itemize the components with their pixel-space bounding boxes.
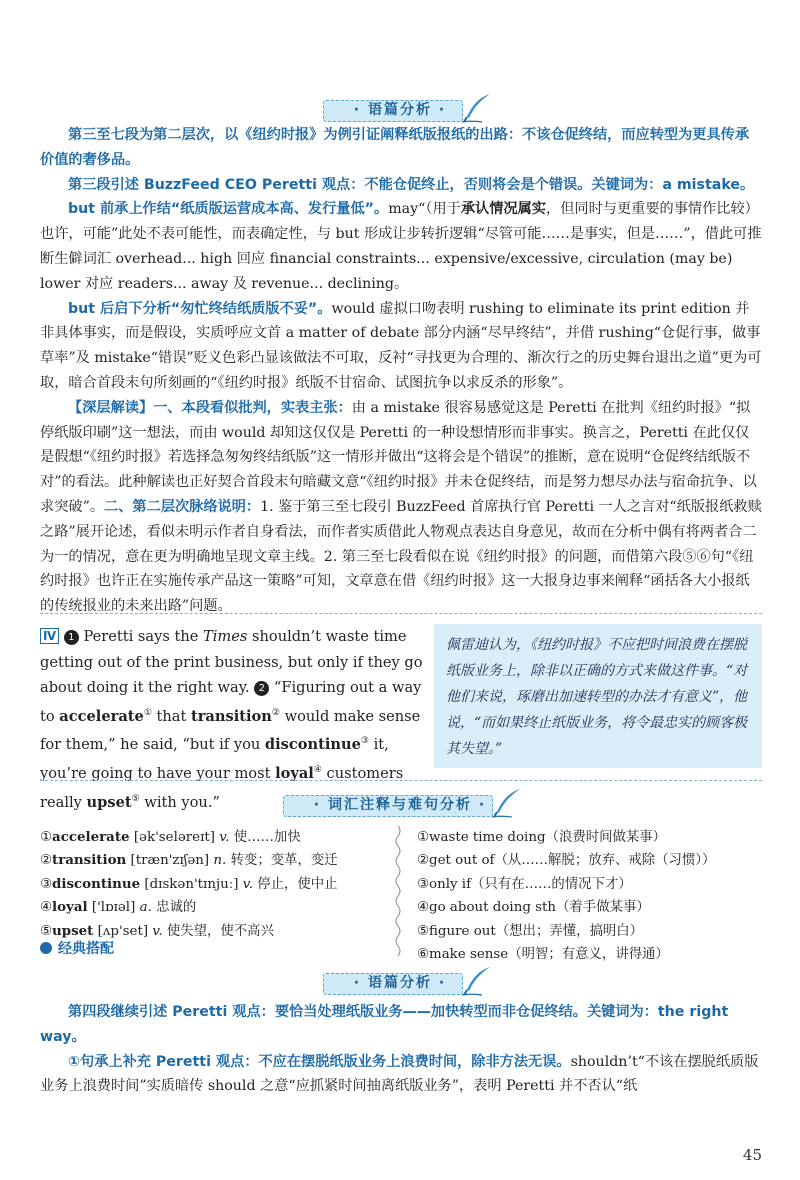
divider [40,780,762,781]
section-banner-vocabulary [0,786,800,820]
paragraph-badge: Ⅳ [40,628,59,644]
banner-label: · 词汇注释与难句分析 · [313,797,487,813]
analysis-paragraph: 第四段继续引述 Peretti 观点：要恰当处理纸版业务——加快转型而非仓促终结。关键词为：the right way。 [40,1004,729,1045]
collocation-list [417,826,762,966]
bullet-dot-icon [40,942,52,954]
translation-box: 佩雷迪认为，《纽约时报》不应把时间浪费在摆脱纸版业务上，除非以正确的方式来做这件事。“对他们来说，琢磨出加速转型的办法才有意义”，他说，“而如果终止纸版业务，将令最忠实的顾客极其失望。” [434,624,762,768]
analysis-section-1 [40,123,762,619]
vocab-word: accelerate [59,707,144,725]
collocation-entry: ②get out of（从……解脱；放弃、戒除（习惯）） [417,853,716,869]
analysis-paragraph: but 前承上作结“纸质版运营成本高、发行量低”。may“（用于承认情况属实，但同时与更重要的事情作比较）也许，可能”此处不表可能性，而表确定性，与 but 形成让步转折逻辑“尽管可能……是事实，但是……”，借此可推断生僻词汇 overhead... high 回应 financial constraints... expensive/excessive, circulation (may be) lower 对应 readers... away 及 revenue... declining。 [40,201,762,292]
sentence-number: 2 [254,681,269,696]
vocab-entry: ④loyal ['lɒɪəl] a. 忠诚的 [40,899,197,916]
vocabulary-list [40,826,370,943]
vocab-word: upset [86,793,132,811]
collocation-entry: ⑤figure out（想出；弄懂，搞明白） [417,923,644,939]
collocation-entry: ⑥make sense（明智；有意义，讲得通） [417,947,669,963]
page-number: 45 [742,1146,762,1164]
column-separator [394,826,402,956]
quill-pen-icon [460,91,494,125]
vocab-word: transition [191,707,272,725]
analysis-paragraph: 第三段引述 BuzzFeed CEO Peretti 观点：不能仓促终止，否则将会是个错误。关键词为：a mistake。 [68,176,755,193]
analysis-paragraph: but 后启下分析“匆忙终结纸质版不妥”。would 虚拟口吻表明 rushing to eliminate its print edition 并非具体事实，而是假设，实质呼应文首 a matter of debate 部分内涵“尽早终结”，并借 rushing“仓促行事，做事草率”及 mistake“错误”贬义色彩凸显该做法不可取，反衬“寻找更为合理的、渐次行之的历史舞台退出之道”更为可取，暗合首段末句所刻画的“《纽约时报》纸版不甘宿命、试图抗争以求反杀的形象”。 [40,300,762,391]
vocab-word: discontinue [264,736,361,754]
vocab-entry: ⑤upset [ʌp'set] v. 使失望，使不高兴 [40,922,274,939]
collocation-entry: ③only if（只有在……的情况下才） [417,876,632,892]
quill-pen-icon [490,786,524,820]
quill-pen-icon [460,964,494,998]
vocab-entry: ②transition [træn'zɪʃən] n. 转变；变革，变迁 [40,852,338,869]
section-banner-discourse-analysis [0,964,800,998]
analysis-paragraph: 第三至七段为第二层次，以《纽约时报》为例引证阐释纸版报纸的出路：不该仓促终结，而应转型为更具传承价值的奢侈品。 [40,127,750,168]
classic-collocation-heading: 经典搭配 [40,938,114,958]
analysis-paragraph: ①句承上补充 Peretti 观点：不应在摆脱纸版业务上浪费时间，除非方法无误。shouldn’t“不该在摆脱纸质版业务上浪费时间”实质暗传 should 之意“应抓紧时间抽离纸版业务”，表明 Peretti 并不否认“纸 [40,1053,759,1095]
vocab-entry: ③discontinue [dɪskən'tɪnjuː] v. 停止，使中止 [40,875,338,892]
banner-label: · 语篇分析 · [353,102,447,118]
deep-reading-paragraph: 【深层解读】一、本段看似批判，实表主张：由 a mistake 很容易感觉这是 Peretti 在批判《纽约时报》“拟停纸版印刷”这一想法，而由 would 却知这仅仅是 Peretti 的一种设想情形而非事实。换言之，Peretti 在此仅仅是假想“《纽约时报》若选择急匆匆终结纸版”这一情形并做出“这将会是个错误”的推断，意在说明“仓促终结纸版不对”的看法。此种解读也正好契合首段末句暗藏文意“《纽约时报》并未仓促终结，而是努力想尽办法与宿命抗争、以求突破”。二、第二层次脉络说明：1. 鉴于第三至七段引 BuzzFeed 首席执行官 Peretti 一人之言对“纸版报纸救赎之路”展开论述，看似未明示作者自身看法，而作者实质借此人物观点表达自身意见，故而在分析中偶有将两者合二为一的情况，意在更为明确地呈现文章主线。2. 第三至七段看似在说《纽约时报》的问题，而借第六段⑤⑥句“《纽约时报》也许正在实施传承产品这一策略”可知，文章意在借《纽约时报》这一大报身边事来阐释“函括各大小报纸的传统报业的未来出路”问题。 [40,399,762,615]
vocab-entry: ①accelerate [ək'seləreɪt] v. 使……加快 [40,829,301,845]
collocation-entry: ④go about doing sth（着手做某事） [417,900,650,916]
sentence-number: 1 [64,630,79,645]
vocab-word: loyal [275,764,314,782]
passage-paragraph-4: Ⅳ 1 Peretti says the Times shouldn’t waste time getting out of the print business, but only if they go about doing it the right way. 2 “Figuring out a way to accelerate① that transition② would make sense for them,” he said, “but if you discontinue③ it, you’re going to have your most loyal④ customers really upset⑤ with you.” [40,628,423,811]
banner-label: · 语篇分析 · [353,975,447,991]
section-banner-discourse-analysis [0,91,800,125]
divider [40,613,762,614]
collocation-entry: ①waste time doing（浪费时间做某事） [417,830,667,845]
analysis-section-2 [40,1000,762,1099]
